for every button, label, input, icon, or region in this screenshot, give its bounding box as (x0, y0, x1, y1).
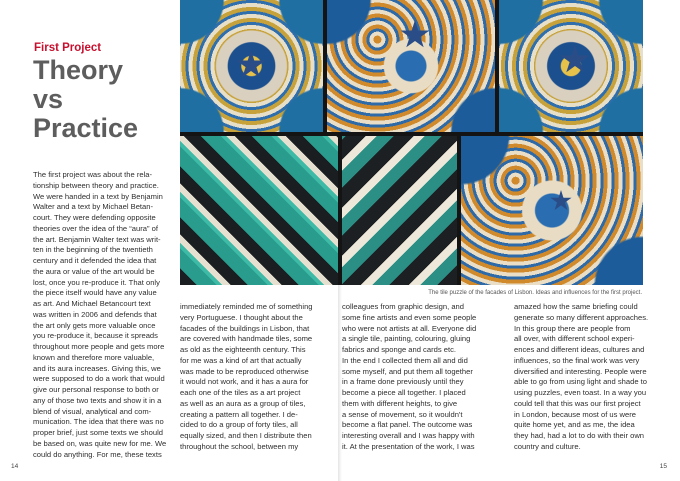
text-line: become a flat panel. The outcome was (342, 420, 473, 430)
text-line: who were not artists at all. Everyone did (342, 323, 477, 333)
text-line: each one of the tiles as a art project (180, 388, 301, 397)
text-line: ences and different ideas, cultures and (514, 345, 645, 354)
text-line: throughout the school, between my (180, 441, 299, 451)
text-line: The first project was about the rela- (33, 170, 153, 179)
text-line: some myself, and put them all together (342, 366, 473, 376)
text-line: them with different heights, to give (342, 398, 458, 408)
lisbon-tiles-photo (180, 0, 643, 285)
tile (461, 136, 643, 285)
tile (327, 0, 495, 132)
title-line: Practice (33, 113, 139, 143)
text-column-2 (180, 302, 325, 453)
text-line: quite home yet, and as me, the idea (514, 420, 635, 430)
text-line: and its aura increases. Giving this, we (33, 363, 161, 373)
text-line: immediately reminded me of something (180, 302, 313, 311)
text-line: generate so many different approaches. (514, 312, 649, 322)
text-line: creating a pattern all together. I de- (180, 409, 298, 419)
page-number-left: 14 (11, 463, 19, 470)
text-line: in London, because most of us were (514, 409, 636, 419)
text-line: it. At the presentation of the work, I was (342, 441, 475, 451)
text-line: a single tile, painting, colouring, gluing (342, 334, 471, 344)
text-line: the piece itself would have any value (33, 288, 157, 298)
tile (180, 136, 338, 285)
text-line: cided to do a group of forty tiles, all (180, 420, 298, 430)
text-line: be based on, was quite new for me. We (33, 438, 167, 448)
text-line: in a frame done previously until they (342, 377, 464, 387)
text-line: it would not work, and it has a aura for (180, 377, 309, 387)
text-line: using puzzles, even toast. In a way you (514, 388, 647, 397)
text-line: are covered with handmade tiles, some (180, 334, 313, 344)
text-line: as well as an aura as a group of tiles, (180, 398, 306, 408)
text-line: able to go from using light and shade to (514, 377, 647, 387)
text-line: was made to be reproduced otherwise (180, 366, 309, 376)
text-line: diversified and interesting. People were (514, 366, 647, 376)
text-line: was written in 2006 and defends that (33, 309, 157, 319)
text-line: the aura or value of the art would be (33, 266, 155, 276)
text-line: century and it defended the idea that (33, 256, 157, 265)
title-line: Theory (33, 55, 124, 85)
text-line: could do anything. For me, these texts (33, 449, 162, 459)
text-line: lost, once you re-produce it. That only (33, 277, 160, 287)
tile (342, 136, 457, 285)
text-line: could tell that this was our first project (514, 398, 641, 408)
article-title (33, 56, 173, 143)
text-line: Walter and a text by Michael Betan- (33, 202, 154, 212)
title-line: vs (33, 84, 64, 114)
text-line: proper brief, just some texts we should (33, 428, 163, 437)
text-line: give our personal response to both or (33, 385, 159, 394)
text-line: influences, so the final work was very (514, 355, 640, 365)
text-line: known and therefore more valuable, (33, 352, 155, 362)
text-line: We were handed in a text by Benjamin (33, 191, 163, 201)
text-line: court. They were defending opposite (33, 213, 156, 222)
text-line: ten in the beginning of the twentieth (33, 245, 153, 255)
text-column-1 (33, 170, 173, 460)
text-line: fabrics and sponge and cards etc. (342, 345, 456, 354)
text-line: the art only gets more valuable once (33, 320, 156, 330)
text-line: theories over the idea of the “aura” of (33, 223, 158, 233)
photo-caption: The tile puzzle of the facades of Lisbon. Ideas and influences for the first project. (428, 290, 642, 296)
text-line: some fine artists and even some people (342, 312, 477, 322)
text-line: become a piece all together. I placed (342, 388, 466, 397)
text-line: blend of visual, analytical and com- (33, 406, 152, 416)
text-line: very Portuguese. I thought about the (180, 312, 303, 322)
text-line: amazed how the same briefing could (514, 302, 638, 311)
article-kicker: First Project (34, 42, 102, 54)
text-line: you re-produce it, because it spreads (33, 331, 158, 341)
text-line: interesting overall and I was happy with (342, 431, 475, 440)
text-line: all over, with different school experi- (514, 334, 635, 344)
text-line: munication. The idea that there was no (33, 417, 164, 427)
text-line: tionship between theory and practice. (33, 180, 159, 190)
text-line: colleagues from graphic design, and (342, 302, 464, 311)
text-line: In the end I collected them all and did (342, 355, 468, 365)
text-line: the art. Benjamin Walter text was writ- (33, 234, 161, 244)
text-line: for me was a kind of art that actually (180, 355, 302, 365)
text-column-3 (342, 302, 492, 453)
text-line: country and culture. (514, 441, 581, 451)
text-line: were supposed to do a work that would (33, 374, 165, 384)
text-line: throughout more people and gets more (33, 342, 165, 351)
text-line: they had, had a lot to do with their own (514, 431, 645, 440)
text-line: as art. And Michael Betancourt text (33, 299, 151, 308)
text-line: facades of the buildings in Lisbon, that (180, 323, 310, 333)
text-line: as old as the eighteenth century. This (180, 345, 306, 354)
page-number-right: 15 (659, 463, 667, 470)
text-line: equally sized, and then I distribute then (180, 431, 312, 440)
text-column-4 (514, 302, 654, 453)
text-line: any of those two texts and show it in a (33, 395, 162, 405)
text-line: In this group there are people from (514, 323, 631, 333)
text-line: a sense of movement, so it wouldn't (342, 409, 463, 419)
